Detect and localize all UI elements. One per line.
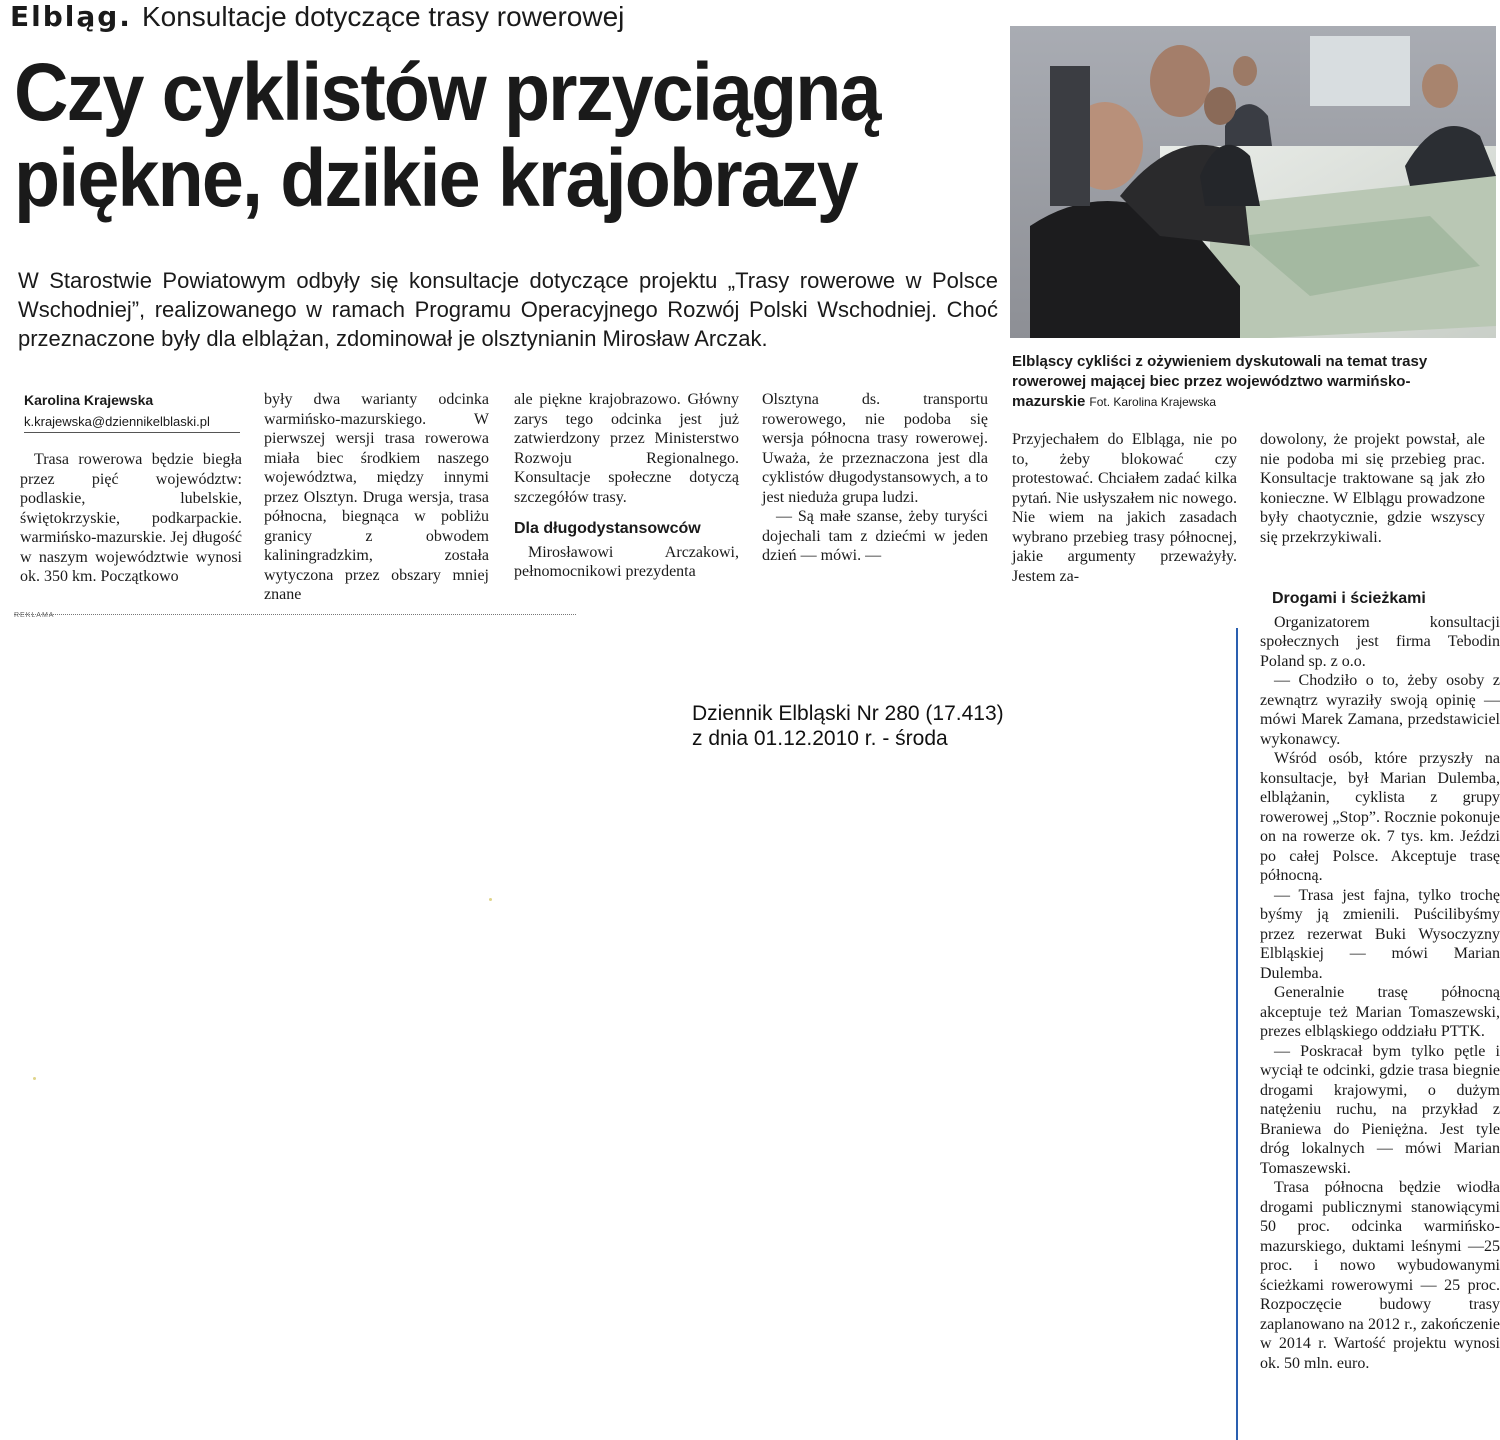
article-column-2	[264, 390, 489, 605]
headline	[14, 47, 925, 224]
article-column-5	[1012, 430, 1237, 586]
column-4b-text: — Są małe szanse, żeby turyści dojechali tam z dziećmi w jeden dzień — mówi. —	[762, 508, 988, 564]
column-7-para: Organizatorem konsultacji społecznych jest firma Tebodin Poland sp. z o.o.	[1260, 613, 1500, 670]
article-column-6	[1260, 430, 1485, 547]
article-column-7	[1260, 589, 1500, 1373]
column-5-text: Przyjechałem do Elbląga, nie po to, żeby blokować czy protestować. Chciałem zadać kilka pytań. Nie usłyszałem nic nowego. Nie wiem na jakich zasadach wybrano przebieg trasy północnej, jakie argumenty przeważyły. Jestem za-	[1012, 431, 1237, 585]
lead-paragraph: W Starostwie Powiatowym odbyły się konsultacje dotyczące projektu „Trasy rowerowe w Polsce Wschodniej”, realizowanego w ramach Programu Operacyjnego Rozwój Polski Wschodniej. Choć przeznaczone były dla elblążan, zdominował je olsztynianin Mirosław Arczak.	[18, 268, 998, 351]
column-7-para: Wśród osób, które przyszły na konsultacje, był Marian Dulemba, elblążanin, cyklista z grupy rowerowej „Stop”. Rocznie pokonuje on na rowerze ok. 7 tys. km. Jeździ po całej Polsce. Akceptuje trasę północną.	[1260, 750, 1500, 884]
column-2-text: były dwa warianty odcinka warmińsko-mazurskiego. W pierwszej wersji trasa rowerowa miała biec środkiem naszego województwa, między innymi przez Olsztyn. Druga wersja, trasa północna, biegnąca w pobliżu granicy z obwodem kaliningradzkim, została wytyczona przez obszary mniej znane	[264, 391, 489, 603]
column-7-para: Generalnie trasę północną akceptuje też Marian Tomaszewski, prezes elbląskiego oddziału PTTK.	[1260, 984, 1500, 1040]
scan-speck	[33, 1077, 36, 1080]
author-email: k.krajewska@dziennikelblaski.pl	[24, 414, 240, 433]
article-column-4	[762, 390, 988, 566]
column-7-para: — Trasa jest fajna, tylko trochę byśmy ją zmienili. Puścilibyśmy przez rezerwat Buki Wysoczyzny Elbląskiej — mówi Marian Dulemba.	[1260, 886, 1500, 982]
photo-caption	[1012, 352, 1482, 412]
column-3b-text: Mirosławowi Arczakowi, pełnomocnikowi prezydenta	[514, 543, 739, 580]
article-column-1	[20, 450, 242, 587]
scan-speck	[489, 898, 492, 901]
article-photo	[1010, 26, 1496, 338]
column-rule	[1236, 628, 1238, 1440]
source-note	[692, 701, 1004, 751]
source-line-2: z dnia 01.12.2010 r. - środa	[692, 727, 948, 750]
column-3-text: ale piękne krajobrazowo. Główny zarys tego odcinka jest już zatwierdzony przez Ministerstwo Rozwoju Regionalnego. Konsultacje społeczne dotyczą szczegółów trasy.	[514, 391, 739, 506]
byline	[24, 392, 240, 433]
column-6-text: dowolony, że projekt powstał, ale nie podoba mi się przebieg prac. Konsultacje traktowane są jak zło konieczne. W Elblągu prowadzone były chaotycznie, gdzie wszyscy się przekrzykiwali.	[1260, 431, 1485, 546]
column-7-para: — Poskracał bym tylko pętle i wyciął te odcinki, gdzie trasa biegnie drogami krajowymi, o dużym natężeniu ruchu, na przykład z Braniewa do Pieniężna. Jest tyle dróg lokalnych — mówi Marian Tomaszewski.	[1260, 1042, 1500, 1177]
kicker-place: Elbląg.	[10, 0, 132, 33]
subhead-roads-paths: Drogami i ścieżkami	[1272, 590, 1426, 607]
subhead-long-distance: Dla długodystansowców	[514, 520, 701, 537]
kicker-topic: Konsultacje dotyczące trasy rowerowej	[141, 1, 625, 32]
article-column-3	[514, 390, 739, 582]
photo-credit: Fot. Karolina Krajewska	[1089, 395, 1217, 409]
column-1-text: Trasa rowerowa będzie biegła przez pięć województw: podlaskie, lubelskie, świętokrzyskie, podkarpackie. warmińsko-mazurskie. Jej długość w naszym województwie wynosi ok. 350 km. Początkowo	[20, 451, 242, 585]
ad-label: REKLAMA	[14, 612, 55, 619]
headline-line-1: Czy cyklistów przyciągną	[14, 47, 880, 138]
source-line-1: Dziennik Elbląski Nr 280 (17.413)	[692, 702, 1004, 725]
kicker	[10, 0, 624, 40]
column-7-para: — Chodziło o to, żeby osoby z zewnątrz wyraziły swoją opinię — mówi Marek Zamana, przedstawiciel wykonawcy.	[1260, 672, 1500, 748]
ad-separator	[14, 614, 576, 615]
column-7-para: Trasa północna będzie wiodła drogami publicznymi stanowiącymi 50 proc. odcinka warmińsko-mazurskiego, duktami leśnymi —25 proc. i nowo wybudowanymi ścieżkami rowerowymi — 25 proc. Rozpoczęcie budowy trasy zaplanowano na 2012 r., zakończenie w 2014 r. Wartość projektu wynosi ok. 50 mln. euro.	[1260, 1179, 1500, 1372]
meeting-photo-illustration	[1010, 26, 1496, 338]
headline-line-2: piękne, dzikie krajobrazy	[14, 133, 857, 224]
author-name: Karolina Krajewska	[24, 392, 154, 408]
photo-caption-text: Elbląscy cykliści z ożywieniem dyskutowali na temat trasy rowerowej mającej biec przez województwo warmińsko-mazurskie	[1012, 353, 1428, 410]
column-4a-text: Olsztyna ds. transportu rowerowego, nie podoba się wersja północna trasy rowerowej. Uważa, że przeznaczona jest dla cyklistów długodystansowych, a to jest niedużа grupa ludzi.	[762, 391, 988, 506]
